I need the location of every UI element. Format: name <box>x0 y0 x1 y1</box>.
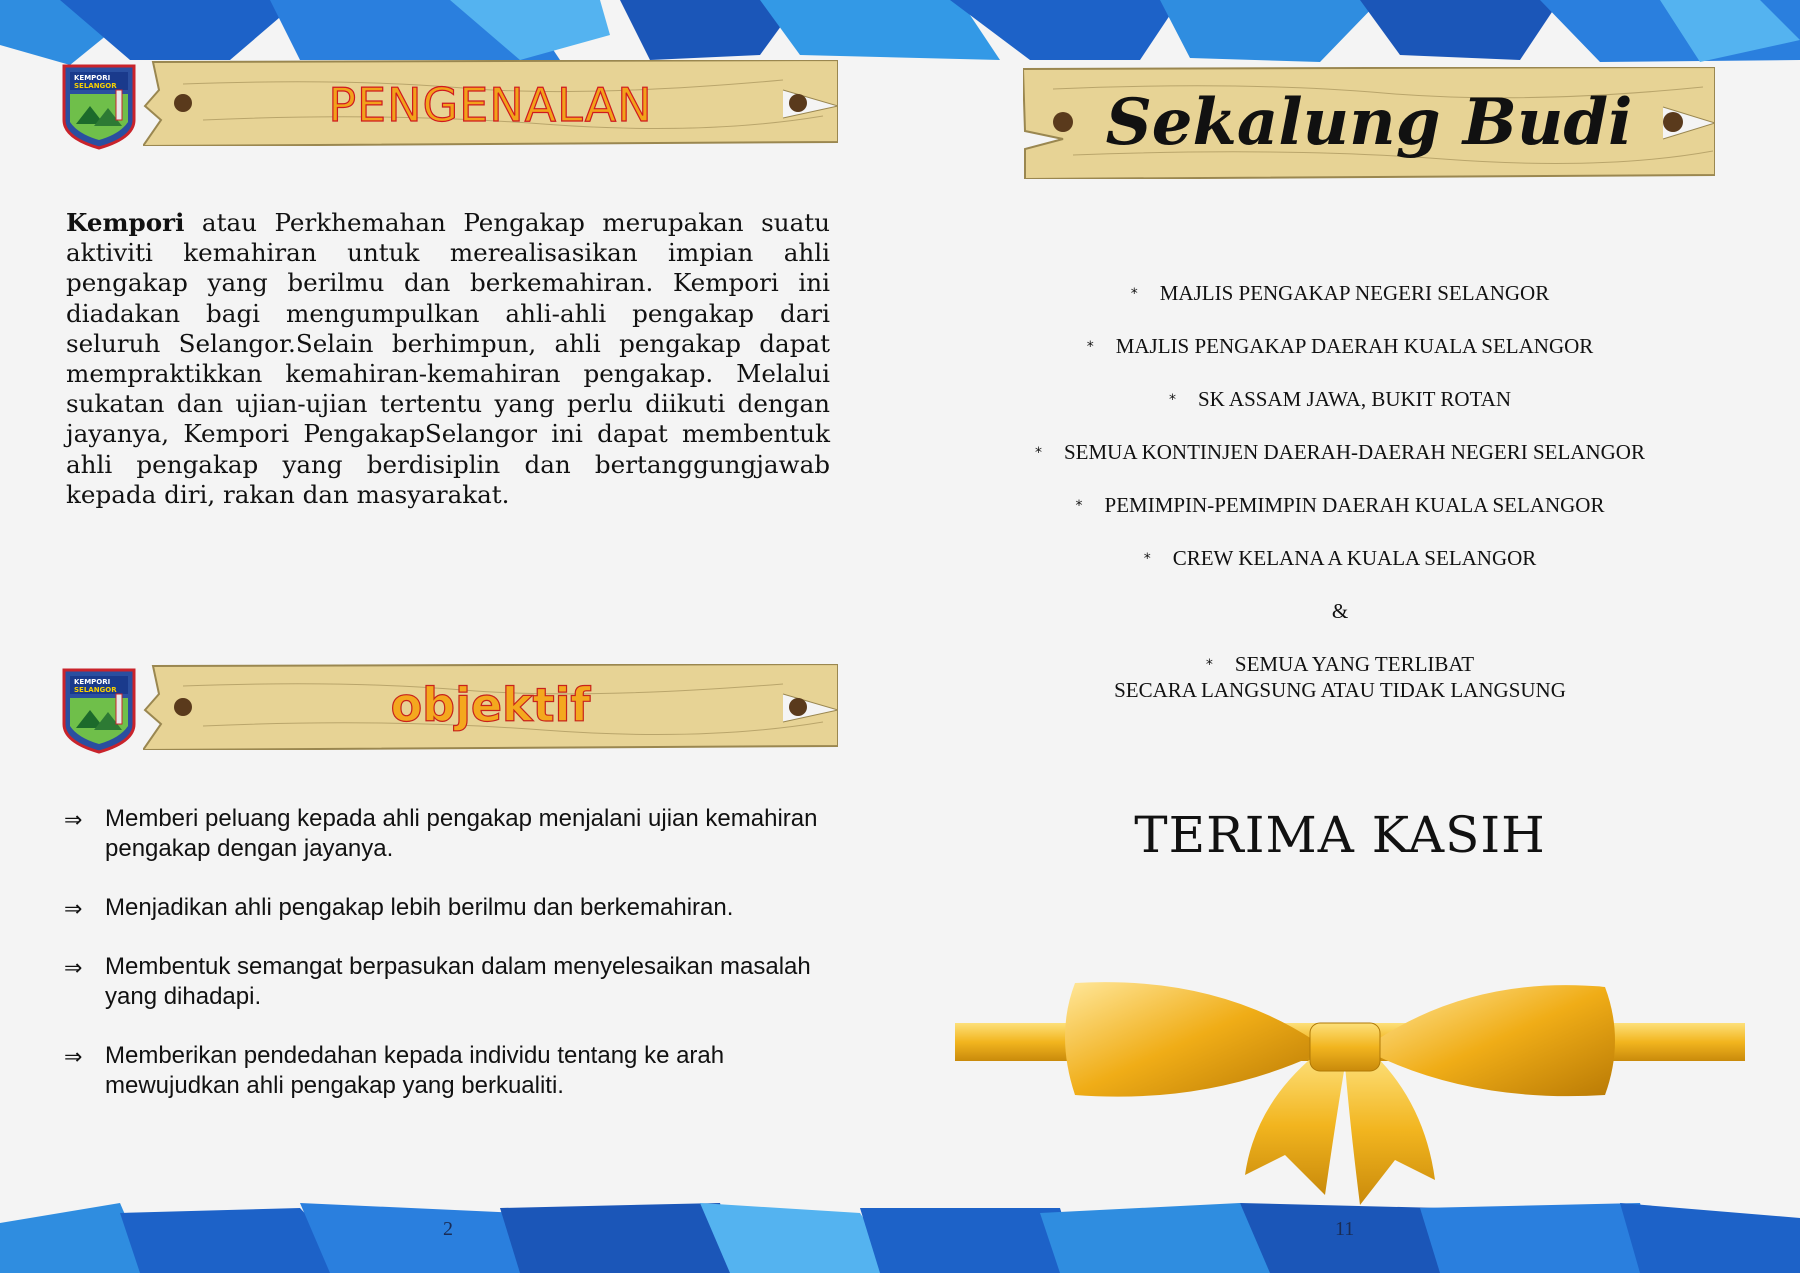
svg-text:KEMPORI: KEMPORI <box>74 678 111 686</box>
ack-text: SEMUA KONTINJEN DAERAH-DAERAH NEGERI SELANGOR <box>1064 440 1645 464</box>
ampersand: & <box>1331 599 1349 623</box>
terima-kasih-heading: TERIMA KASIH <box>1134 806 1546 864</box>
arrow-icon: ⇒ <box>64 1045 83 1070</box>
star-icon: * <box>1168 392 1176 408</box>
page-number-right: 11 <box>1335 1218 1355 1240</box>
list-item <box>1000 652 1680 677</box>
ack-text: MAJLIS PENGAKAP DAERAH KUALA SELANGOR <box>1115 334 1594 358</box>
sekalung-budi-title: Sekalung Budi <box>1105 85 1633 160</box>
objective-text: Menjadikan ahli pengakap lebih berilmu dan berkemahiran. <box>105 894 734 921</box>
objektif-title: objektif <box>390 678 591 732</box>
star-icon: * <box>1086 339 1094 355</box>
star-icon: * <box>1143 551 1151 567</box>
ack-text-continuation: SECARA LANGSUNG ATAU TIDAK LANGSUNG <box>1114 678 1566 702</box>
gold-ribbon-bow-illustration <box>955 945 1745 1215</box>
objective-text: Memberikan pendedahan kepada individu tentang ke arah mewujudkan ahli pengakap yang berkualiti. <box>105 1042 725 1099</box>
list-item <box>1000 387 1680 412</box>
list-item <box>1000 281 1680 306</box>
pengenalan-title: PENGENALAN <box>328 78 653 132</box>
objective-text: Memberi peluang kepada ahli pengakap menjalani ujian kemahiran pengakap dengan jayanya. <box>105 805 818 862</box>
ack-text: SEMUA YANG TERLIBAT <box>1234 652 1475 676</box>
list-item <box>1000 493 1680 518</box>
list-item <box>62 952 822 1012</box>
objectives-list <box>62 804 822 1130</box>
intro-paragraph <box>66 208 830 510</box>
ack-text: MAJLIS PENGAKAP NEGERI SELANGOR <box>1159 281 1550 305</box>
list-item <box>1000 440 1680 465</box>
arrow-icon: ⇒ <box>64 897 83 922</box>
objektif-plank <box>143 664 838 750</box>
arrow-icon: ⇒ <box>64 956 83 981</box>
list-item <box>62 893 822 923</box>
kempori-badge-logo <box>60 60 138 150</box>
ack-text: PEMIMPIN-PEMIMPIN DAERAH KUALA SELANGOR <box>1104 493 1605 517</box>
intro-bold-term: Kempori <box>66 208 185 237</box>
ack-text: SK ASSAM JAWA, BUKIT ROTAN <box>1197 387 1512 411</box>
list-item <box>1000 546 1680 571</box>
kempori-badge-logo-2 <box>60 664 138 754</box>
star-icon: * <box>1035 445 1042 461</box>
list-item <box>62 804 822 864</box>
list-item <box>1000 334 1680 359</box>
svg-text:SELANGOR: SELANGOR <box>74 82 117 90</box>
intro-text: atau Perkhemahan Pengakap merupakan suatu aktiviti kemahiran untuk merealisasikan impian ahli pengakap yang berilmu dan berkemahiran. Kempori ini diadakan bagi mengumpulkan ahli-ahli pengakap dari seluruh Selangor.Selain berhimpun, ahli pengakap dapat mempraktikkan kemahiran-kemahiran pengakap. Melalui sukatan dan ujian-ujian tertentu yang perlu diikuti dengan jayanya, Kempori PengakapSelangor ini dapat membentuk ahli pengakap yang berdisiplin dan bertanggungjawab kepada diri, rakan dan masyarakat. <box>66 208 830 509</box>
star-icon: * <box>1130 286 1138 302</box>
star-icon: * <box>1205 657 1213 673</box>
list-item <box>62 1041 822 1101</box>
ack-text: CREW KELANA A KUALA SELANGOR <box>1172 546 1537 570</box>
objective-text: Membentuk semangat berpasukan dalam menyelesaikan masalah yang dihadapi. <box>105 953 811 1010</box>
arrow-icon: ⇒ <box>64 808 83 833</box>
svg-text:SELANGOR: SELANGOR <box>74 686 117 694</box>
page-number-left: 2 <box>443 1218 453 1240</box>
svg-text:KEMPORI: KEMPORI <box>74 74 111 82</box>
pengenalan-plank <box>143 60 838 146</box>
star-icon: * <box>1075 498 1083 514</box>
